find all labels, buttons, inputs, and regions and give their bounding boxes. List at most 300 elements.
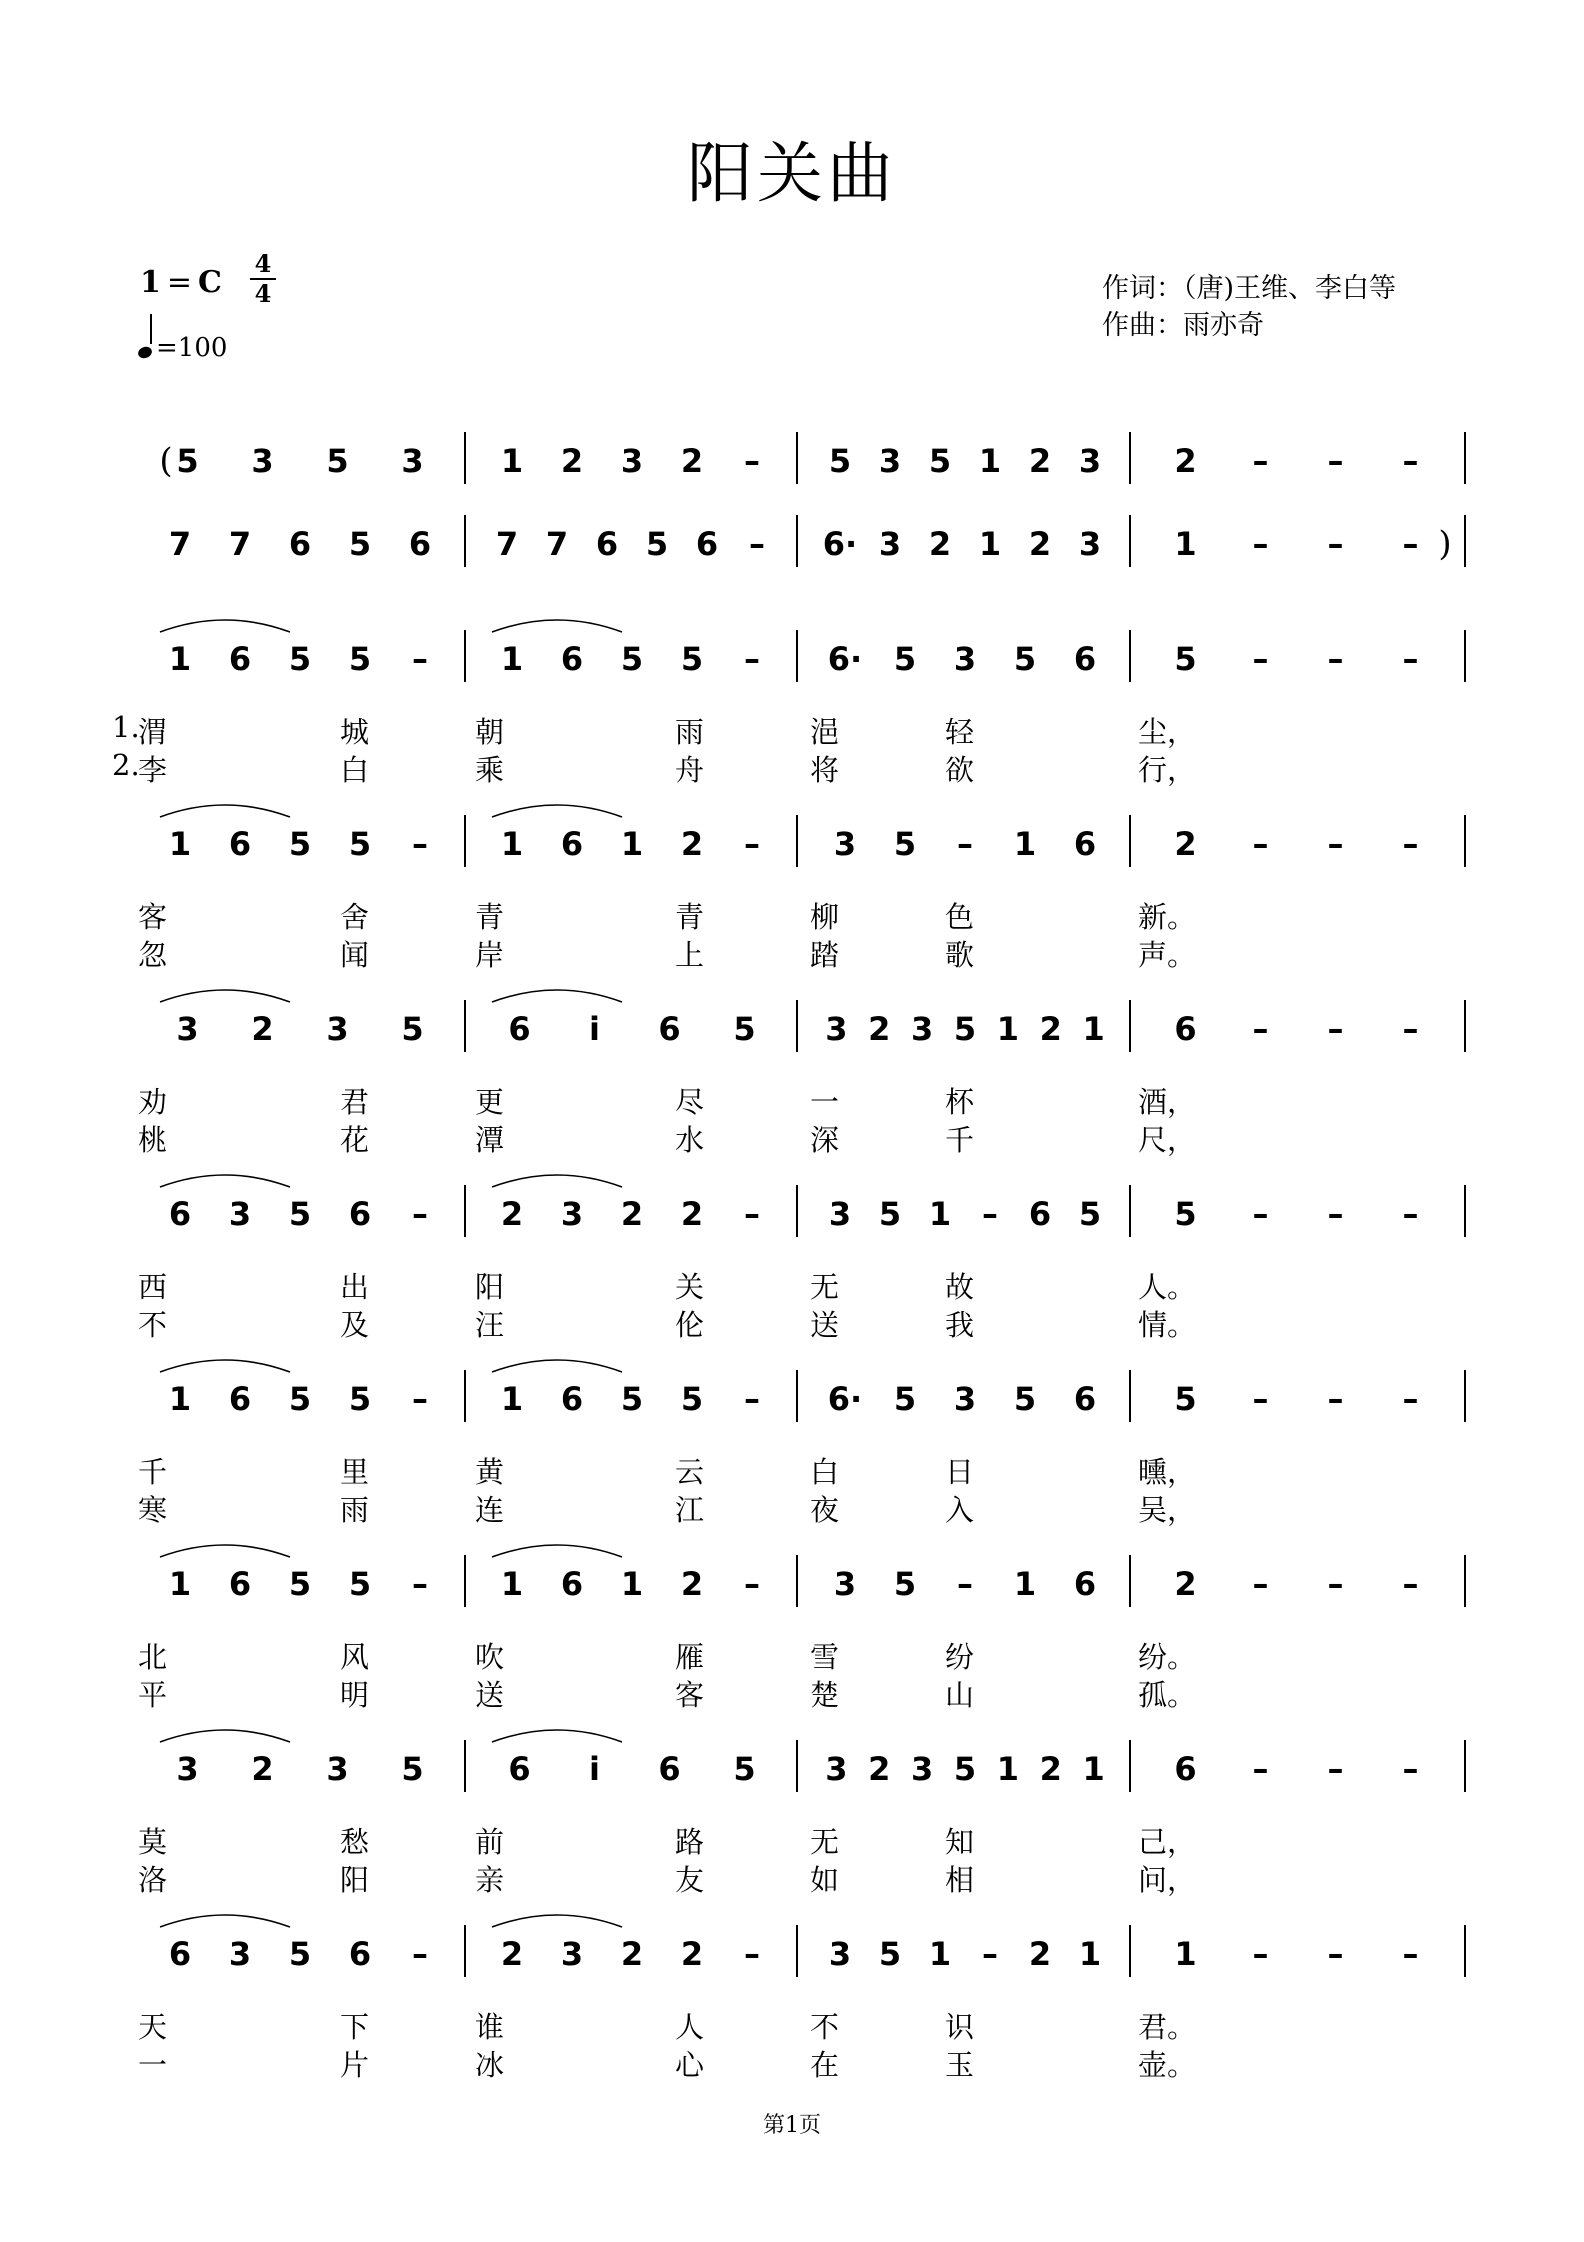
intro-row-0-m2-note-5: 3 xyxy=(1078,442,1102,480)
system-3-lyric1-0: 西 xyxy=(138,1270,168,1304)
system-3-lyric2-1: 及 xyxy=(340,1308,370,1342)
system-6-lyric1-5: 知 xyxy=(945,1825,975,1859)
system-7-lyric2-1: 片 xyxy=(340,2048,370,2082)
system-0-lyric2-0: 李 xyxy=(138,753,168,787)
system-5-m1-note-0: 1 xyxy=(500,1565,524,1603)
system-2-m3-note-1: – xyxy=(1252,1010,1269,1048)
system-7-lyric2-5: 玉 xyxy=(945,2048,975,2082)
system-0-m0-note-3: 5 xyxy=(348,640,372,678)
system-4-m0-note-0: 1 xyxy=(168,1380,192,1418)
system-5-m2-note-4: 6 xyxy=(1073,1565,1097,1603)
system-3-slur-1 xyxy=(492,1175,622,1187)
system-1-m2-note-3: 1 xyxy=(1013,825,1037,863)
system-3-lyric2-3: 伦 xyxy=(675,1308,705,1342)
system-0-m1-note-0: 1 xyxy=(500,640,524,678)
system-2-m2-note-0: 3 xyxy=(825,1010,848,1048)
system-3-lyric2-5: 我 xyxy=(945,1308,975,1342)
system-4-m0-note-1: 6 xyxy=(228,1380,252,1418)
system-5-m0-note-3: 5 xyxy=(348,1565,372,1603)
intro-row-1-m0-note-1: 7 xyxy=(228,525,252,563)
system-3-lyric2-6: 情。 xyxy=(1138,1308,1197,1342)
system-7-m2-note-3: – xyxy=(982,1935,998,1973)
key-one: 1 xyxy=(140,265,161,300)
system-4-m0-note-3: 5 xyxy=(348,1380,372,1418)
system-1-lyric2-5: 歌 xyxy=(945,938,975,972)
verse-label-1: 1. xyxy=(112,710,140,744)
system-7-lyric1-6: 君。 xyxy=(1138,2010,1197,2044)
system-6-lyric1-1: 愁 xyxy=(340,1825,370,1859)
composer-credit: 作曲：雨亦奇 xyxy=(1102,310,1264,341)
system-3-lyric1-6: 人。 xyxy=(1138,1270,1197,1304)
time-signature-top: 4 xyxy=(254,249,272,278)
system-4-m2-note-2: 3 xyxy=(953,1380,977,1418)
intro-row-1-m3-note-0: 1 xyxy=(1174,525,1197,563)
system-0-lyric2-4: 将 xyxy=(810,753,840,787)
system-1-lyric2-4: 踏 xyxy=(810,938,840,972)
system-3-m2-note-0: 3 xyxy=(828,1195,852,1233)
system-7-lyric1-2: 谁 xyxy=(475,2010,505,2044)
system-0-m2-note-2: 3 xyxy=(953,640,977,678)
system-2-m2-note-6: 1 xyxy=(1082,1010,1105,1048)
system-5-m1-note-2: 1 xyxy=(620,1565,644,1603)
system-5-lyric2-6: 孤。 xyxy=(1138,1678,1197,1712)
system-6-m3-note-0: 6 xyxy=(1174,1750,1197,1788)
system-2-m1-note-1: i xyxy=(589,1010,600,1048)
verse-label-2: 2. xyxy=(112,748,140,782)
system-2-m2-note-1: 2 xyxy=(868,1010,891,1048)
system-2-lyric1-1: 君 xyxy=(340,1085,370,1119)
system-6-m2-note-5: 2 xyxy=(1039,1750,1062,1788)
system-4-m0-note-2: 5 xyxy=(288,1380,312,1418)
system-3-m1-note-4: – xyxy=(744,1195,760,1233)
system-6-lyric2-2: 亲 xyxy=(475,1863,505,1897)
system-6-m0-note-1: 2 xyxy=(251,1750,274,1788)
system-0-m3-note-2: – xyxy=(1327,640,1344,678)
system-1-lyric1-1: 舍 xyxy=(340,900,370,934)
system-0-m1-note-2: 5 xyxy=(620,640,644,678)
system-1-lyric1-6: 新。 xyxy=(1138,900,1197,934)
system-7-m3-note-2: – xyxy=(1327,1935,1344,1973)
system-0-m2-note-0: 6· xyxy=(827,640,863,678)
system-1-m1-note-3: 2 xyxy=(680,825,704,863)
system-4-m2-note-4: 6 xyxy=(1073,1380,1097,1418)
system-4-lyric2-6: 吴， xyxy=(1138,1493,1197,1527)
system-1-m1-note-0: 1 xyxy=(500,825,524,863)
system-2-lyric1-0: 劝 xyxy=(138,1085,168,1119)
system-5-lyric2-0: 平 xyxy=(138,1678,168,1712)
system-6-lyric1-6: 己， xyxy=(1138,1825,1197,1859)
intro-row-0-m2-note-2: 5 xyxy=(928,442,952,480)
intro-row-0-m3-note-1: – xyxy=(1252,442,1269,480)
system-5-lyric1-4: 雪 xyxy=(810,1640,840,1674)
system-5-m3-note-3: – xyxy=(1402,1565,1419,1603)
intro-row-1-m1-note-4: 6 xyxy=(695,525,719,563)
intro-row-0-m0-note-2: 5 xyxy=(326,442,349,480)
system-4-m1-note-2: 5 xyxy=(620,1380,644,1418)
system-7-lyric1-5: 识 xyxy=(945,2010,975,2044)
system-1-lyric1-0: 客 xyxy=(138,900,168,934)
intro-row-0-m1-note-4: – xyxy=(744,442,760,480)
system-3-m2-note-4: 6 xyxy=(1028,1195,1052,1233)
repeat-open-paren: ( xyxy=(159,441,173,481)
system-1-slur-1 xyxy=(492,805,622,817)
intro-row-1-m0-note-3: 5 xyxy=(348,525,372,563)
key-letter: C xyxy=(198,265,222,300)
system-3-lyric2-0: 不 xyxy=(138,1308,168,1342)
system-6-m1-note-0: 6 xyxy=(508,1750,531,1788)
system-4-m2-note-1: 5 xyxy=(893,1380,917,1418)
system-5-m3-note-0: 2 xyxy=(1174,1565,1197,1603)
system-6-m2-note-4: 1 xyxy=(996,1750,1019,1788)
intro-row-0-m3-note-2: – xyxy=(1327,442,1344,480)
system-5-m1-note-1: 6 xyxy=(560,1565,584,1603)
intro-row-1-m1-note-5: – xyxy=(749,525,765,563)
system-6-lyric2-4: 如 xyxy=(810,1863,840,1897)
intro-row-0-m0-note-1: 3 xyxy=(251,442,274,480)
repeat-close-paren: ) xyxy=(1438,524,1452,564)
system-4-m3-note-0: 5 xyxy=(1174,1380,1197,1418)
system-7-m2-note-0: 3 xyxy=(828,1935,852,1973)
system-1-lyric2-3: 上 xyxy=(675,938,705,972)
system-1-lyric1-2: 青 xyxy=(475,900,505,934)
system-3-m0-note-2: 5 xyxy=(288,1195,312,1233)
system-4-lyric2-4: 夜 xyxy=(810,1493,840,1527)
system-0-lyric1-2: 朝 xyxy=(475,715,505,749)
system-3-m3-note-3: – xyxy=(1402,1195,1419,1233)
intro-row-1-m1-note-2: 6 xyxy=(595,525,619,563)
system-2-lyric1-4: 一 xyxy=(810,1085,840,1119)
system-3-lyric1-1: 出 xyxy=(340,1270,370,1304)
system-5-slur-1 xyxy=(492,1545,622,1557)
system-3-m0-note-0: 6 xyxy=(168,1195,192,1233)
system-6-m0-note-3: 5 xyxy=(401,1750,424,1788)
system-5-lyric1-3: 雁 xyxy=(675,1640,705,1674)
system-4-slur-0 xyxy=(160,1360,290,1372)
intro-row-0-m1-note-0: 1 xyxy=(500,442,524,480)
system-0-lyric2-5: 欲 xyxy=(945,753,975,787)
system-7-m2-note-5: 1 xyxy=(1078,1935,1102,1973)
system-2-m0-note-3: 5 xyxy=(401,1010,424,1048)
system-5-m1-note-4: – xyxy=(744,1565,760,1603)
system-0-lyric1-6: 尘， xyxy=(1138,715,1197,749)
intro-row-1-m3-note-1: – xyxy=(1252,525,1269,563)
system-3-m3-note-2: – xyxy=(1327,1195,1344,1233)
intro-row-1-m2-note-3: 1 xyxy=(978,525,1002,563)
system-6-m3-note-1: – xyxy=(1252,1750,1269,1788)
system-2-lyric1-3: 尽 xyxy=(675,1085,705,1119)
intro-row-0-m1-note-3: 2 xyxy=(680,442,704,480)
intro-row-1-m3-note-2: – xyxy=(1327,525,1344,563)
system-2-m0-note-1: 2 xyxy=(251,1010,274,1048)
system-4-m1-note-1: 6 xyxy=(560,1380,584,1418)
system-1-m3-note-2: – xyxy=(1327,825,1344,863)
system-4-m3-note-3: – xyxy=(1402,1380,1419,1418)
system-1-m3-note-1: – xyxy=(1252,825,1269,863)
system-3-m0-note-1: 3 xyxy=(228,1195,252,1233)
system-2-m0-note-0: 3 xyxy=(176,1010,199,1048)
system-6-m2-note-2: 3 xyxy=(911,1750,934,1788)
system-7-m0-note-1: 3 xyxy=(228,1935,252,1973)
system-0-m0-note-1: 6 xyxy=(228,640,252,678)
system-7-lyric2-3: 心 xyxy=(675,2048,705,2082)
system-5-m1-note-3: 2 xyxy=(680,1565,704,1603)
intro-row-0-m2-note-1: 3 xyxy=(878,442,902,480)
system-0-lyric1-5: 轻 xyxy=(945,715,975,749)
system-1-m3-note-0: 2 xyxy=(1174,825,1197,863)
system-2-lyric2-0: 桃 xyxy=(138,1123,168,1157)
intro-row-0-m0-note-3: 3 xyxy=(401,442,424,480)
system-7-m1-note-0: 2 xyxy=(500,1935,524,1973)
system-1-m0-note-1: 6 xyxy=(228,825,252,863)
system-5-lyric1-2: 吹 xyxy=(475,1640,505,1674)
system-4-m2-note-3: 5 xyxy=(1013,1380,1037,1418)
intro-row-1-m1-note-1: 7 xyxy=(545,525,569,563)
system-4-m3-note-2: – xyxy=(1327,1380,1344,1418)
system-4-m0-note-4: – xyxy=(412,1380,428,1418)
system-1-m2-note-4: 6 xyxy=(1073,825,1097,863)
system-4-lyric2-2: 连 xyxy=(475,1493,505,1527)
system-5-m0-note-4: – xyxy=(412,1565,428,1603)
system-7-m0-note-0: 6 xyxy=(168,1935,192,1973)
intro-row-0-m1-note-2: 3 xyxy=(620,442,644,480)
system-4-lyric2-5: 入 xyxy=(945,1493,975,1527)
system-0-m3-note-0: 5 xyxy=(1174,640,1197,678)
system-7-lyric1-1: 下 xyxy=(340,2010,370,2044)
system-5-lyric1-1: 风 xyxy=(340,1640,370,1674)
system-3-m1-note-0: 2 xyxy=(500,1195,524,1233)
intro-row-1-m2-note-1: 3 xyxy=(878,525,902,563)
intro-row-0-m3-note-0: 2 xyxy=(1174,442,1197,480)
system-6-m2-note-3: 5 xyxy=(953,1750,977,1788)
system-3-m2-note-2: 1 xyxy=(928,1195,952,1233)
system-5-m2-note-2: – xyxy=(957,1565,973,1603)
system-3-lyric2-4: 送 xyxy=(810,1308,840,1342)
system-4-slur-1 xyxy=(492,1360,622,1372)
system-4-m2-note-0: 6· xyxy=(827,1380,863,1418)
system-5-m2-note-0: 3 xyxy=(833,1565,857,1603)
intro-row-1-m0-note-0: 7 xyxy=(168,525,192,563)
system-3-m3-note-1: – xyxy=(1252,1195,1269,1233)
system-6-lyric2-5: 相 xyxy=(945,1863,975,1897)
system-1-m1-note-2: 1 xyxy=(620,825,644,863)
system-3-m3-note-0: 5 xyxy=(1174,1195,1197,1233)
system-7-m1-note-2: 2 xyxy=(620,1935,644,1973)
system-3-lyric2-2: 汪 xyxy=(475,1308,505,1342)
system-0-lyric2-3: 舟 xyxy=(675,753,705,787)
system-6-m2-note-6: 1 xyxy=(1082,1750,1105,1788)
system-4-lyric1-5: 日 xyxy=(945,1455,975,1489)
system-0-m1-note-1: 6 xyxy=(560,640,584,678)
system-5-m2-note-3: 1 xyxy=(1013,1565,1037,1603)
system-0-m2-note-1: 5 xyxy=(893,640,917,678)
system-1-m2-note-2: – xyxy=(957,825,973,863)
system-6-lyric1-3: 路 xyxy=(675,1825,705,1859)
system-3-m1-note-3: 2 xyxy=(680,1195,704,1233)
system-7-m0-note-3: 6 xyxy=(348,1935,372,1973)
system-2-lyric1-5: 杯 xyxy=(945,1085,975,1119)
system-5-lyric1-5: 纷 xyxy=(945,1640,975,1674)
system-2-m1-note-0: 6 xyxy=(508,1010,531,1048)
system-6-lyric2-3: 友 xyxy=(675,1863,705,1897)
system-0-lyric1-4: 浥 xyxy=(810,715,840,749)
page-title: 阳关曲 xyxy=(687,135,897,212)
tempo-value: =100 xyxy=(156,333,228,363)
system-6-lyric2-0: 洛 xyxy=(138,1863,168,1897)
system-5-m2-note-1: 5 xyxy=(893,1565,917,1603)
system-7-lyric1-0: 天 xyxy=(138,2010,168,2044)
system-3-m2-note-5: 5 xyxy=(1078,1195,1102,1233)
system-7-lyric2-2: 冰 xyxy=(475,2048,505,2082)
system-2-lyric2-4: 深 xyxy=(810,1123,840,1157)
system-0-lyric2-2: 乘 xyxy=(475,753,505,787)
system-6-m1-note-2: 6 xyxy=(658,1750,681,1788)
system-0-m1-note-4: – xyxy=(744,640,760,678)
system-7-slur-1 xyxy=(492,1915,622,1927)
system-6-m2-note-1: 2 xyxy=(868,1750,891,1788)
system-1-lyric2-6: 声。 xyxy=(1138,938,1197,972)
system-2-m1-note-2: 6 xyxy=(658,1010,681,1048)
system-0-lyric1-1: 城 xyxy=(340,715,370,749)
system-6-slur-1 xyxy=(492,1730,622,1742)
system-3-m2-note-3: – xyxy=(982,1195,998,1233)
system-3-m2-note-1: 5 xyxy=(878,1195,902,1233)
system-1-lyric2-2: 岸 xyxy=(475,938,505,972)
system-1-lyric1-5: 色 xyxy=(945,900,975,934)
system-3-m0-note-3: 6 xyxy=(348,1195,372,1233)
system-7-lyric2-0: 一 xyxy=(138,2048,168,2082)
intro-row-1-m2-note-2: 2 xyxy=(928,525,952,563)
system-7-m2-note-1: 5 xyxy=(878,1935,902,1973)
system-3-m1-note-2: 2 xyxy=(620,1195,644,1233)
system-5-lyric2-3: 客 xyxy=(675,1678,705,1712)
system-7-m2-note-4: 2 xyxy=(1028,1935,1052,1973)
system-3-m0-note-4: – xyxy=(412,1195,428,1233)
system-6-m0-note-2: 3 xyxy=(326,1750,349,1788)
system-5-lyric2-4: 楚 xyxy=(810,1678,840,1712)
system-1-m0-note-4: – xyxy=(412,825,428,863)
system-0-m3-note-1: – xyxy=(1252,640,1269,678)
system-1-m3-note-3: – xyxy=(1402,825,1419,863)
system-1-lyric2-0: 忽 xyxy=(138,938,168,972)
system-2-lyric2-3: 水 xyxy=(675,1123,705,1157)
system-4-lyric1-6: 曛， xyxy=(1138,1455,1197,1489)
system-4-m1-note-3: 5 xyxy=(680,1380,704,1418)
system-3-lyric1-3: 关 xyxy=(675,1270,705,1304)
system-4-lyric2-3: 江 xyxy=(675,1493,705,1527)
system-3-lyric1-5: 故 xyxy=(945,1270,975,1304)
system-7-lyric1-3: 人 xyxy=(675,2010,705,2044)
system-7-m3-note-0: 1 xyxy=(1174,1935,1197,1973)
intro-row-1-m3-note-3: – xyxy=(1402,525,1419,563)
system-0-m0-note-4: – xyxy=(412,640,428,678)
system-2-m2-note-4: 1 xyxy=(996,1010,1019,1048)
system-6-slur-0 xyxy=(160,1730,290,1742)
page-footer: 第1页 xyxy=(763,2113,821,2138)
system-0-lyric1-0: 渭 xyxy=(138,715,168,749)
time-signature-bottom: 4 xyxy=(254,279,272,308)
system-2-slur-1 xyxy=(492,990,622,1002)
system-4-m1-note-4: – xyxy=(744,1380,760,1418)
system-7-m0-note-2: 5 xyxy=(288,1935,312,1973)
system-5-lyric1-0: 北 xyxy=(138,1640,168,1674)
system-0-m0-note-2: 5 xyxy=(288,640,312,678)
system-3-lyric1-2: 阳 xyxy=(475,1270,505,1304)
intro-row-1-m2-note-4: 2 xyxy=(1028,525,1052,563)
system-5-slur-0 xyxy=(160,1545,290,1557)
system-4-lyric1-4: 白 xyxy=(810,1455,840,1489)
system-7-lyric2-6: 壶。 xyxy=(1138,2048,1197,2082)
system-2-lyric1-2: 更 xyxy=(475,1085,505,1119)
intro-row-1-m2-note-0: 6· xyxy=(822,525,858,563)
system-5-m0-note-2: 5 xyxy=(288,1565,312,1603)
system-7-slur-0 xyxy=(160,1915,290,1927)
system-0-m0-note-0: 1 xyxy=(168,640,192,678)
system-7-m1-note-4: – xyxy=(744,1935,760,1973)
system-7-m1-note-3: 2 xyxy=(680,1935,704,1973)
system-7-m3-note-1: – xyxy=(1252,1935,1269,1973)
system-1-lyric2-1: 闻 xyxy=(340,938,370,972)
system-2-m2-note-5: 2 xyxy=(1039,1010,1062,1048)
system-1-m0-note-3: 5 xyxy=(348,825,372,863)
system-4-lyric2-0: 寒 xyxy=(138,1493,168,1527)
system-2-m3-note-0: 6 xyxy=(1174,1010,1197,1048)
system-6-lyric1-4: 无 xyxy=(810,1825,840,1859)
intro-row-1-m0-note-4: 6 xyxy=(408,525,432,563)
system-0-m2-note-3: 5 xyxy=(1013,640,1037,678)
system-1-lyric1-4: 柳 xyxy=(810,900,840,934)
system-2-lyric2-2: 潭 xyxy=(475,1123,505,1157)
system-6-m0-note-0: 3 xyxy=(176,1750,199,1788)
system-5-lyric2-5: 山 xyxy=(945,1678,975,1712)
system-0-lyric1-3: 雨 xyxy=(675,715,705,749)
intro-row-0-m1-note-1: 2 xyxy=(560,442,584,480)
system-6-lyric1-2: 前 xyxy=(475,1825,505,1859)
system-5-m3-note-2: – xyxy=(1327,1565,1344,1603)
system-4-m1-note-0: 1 xyxy=(500,1380,524,1418)
system-4-lyric1-1: 里 xyxy=(340,1455,370,1489)
system-3-slur-0 xyxy=(160,1175,290,1187)
intro-row-1-m1-note-3: 5 xyxy=(645,525,669,563)
system-4-lyric2-1: 雨 xyxy=(340,1493,370,1527)
system-5-m0-note-1: 6 xyxy=(228,1565,252,1603)
system-5-m3-note-1: – xyxy=(1252,1565,1269,1603)
system-7-m1-note-1: 3 xyxy=(560,1935,584,1973)
system-1-m0-note-2: 5 xyxy=(288,825,312,863)
key-equals: = xyxy=(166,265,193,300)
system-1-lyric1-3: 青 xyxy=(675,900,705,934)
system-7-m2-note-2: 1 xyxy=(928,1935,952,1973)
intro-row-1-m1-note-0: 7 xyxy=(495,525,519,563)
system-2-m2-note-3: 5 xyxy=(953,1010,977,1048)
system-0-m3-note-3: – xyxy=(1402,640,1419,678)
intro-row-0-m2-note-0: 5 xyxy=(828,442,852,480)
system-6-lyric2-1: 阳 xyxy=(340,1863,370,1897)
system-5-m0-note-0: 1 xyxy=(168,1565,192,1603)
system-2-lyric1-6: 酒， xyxy=(1138,1085,1197,1119)
system-2-m0-note-2: 3 xyxy=(326,1010,349,1048)
system-7-lyric1-4: 不 xyxy=(810,2010,840,2044)
system-2-slur-0 xyxy=(160,990,290,1002)
lyricist-credit: 作词：（唐)王维、李白等 xyxy=(1102,273,1397,304)
system-7-lyric2-4: 在 xyxy=(810,2048,840,2082)
system-0-lyric2-1: 白 xyxy=(340,753,370,787)
intro-row-1-m2-note-5: 3 xyxy=(1078,525,1102,563)
system-1-m0-note-0: 1 xyxy=(168,825,192,863)
system-4-lyric1-2: 黄 xyxy=(475,1455,505,1489)
system-1-m2-note-1: 5 xyxy=(893,825,917,863)
system-4-lyric1-3: 云 xyxy=(675,1455,705,1489)
system-7-m3-note-3: – xyxy=(1402,1935,1419,1973)
